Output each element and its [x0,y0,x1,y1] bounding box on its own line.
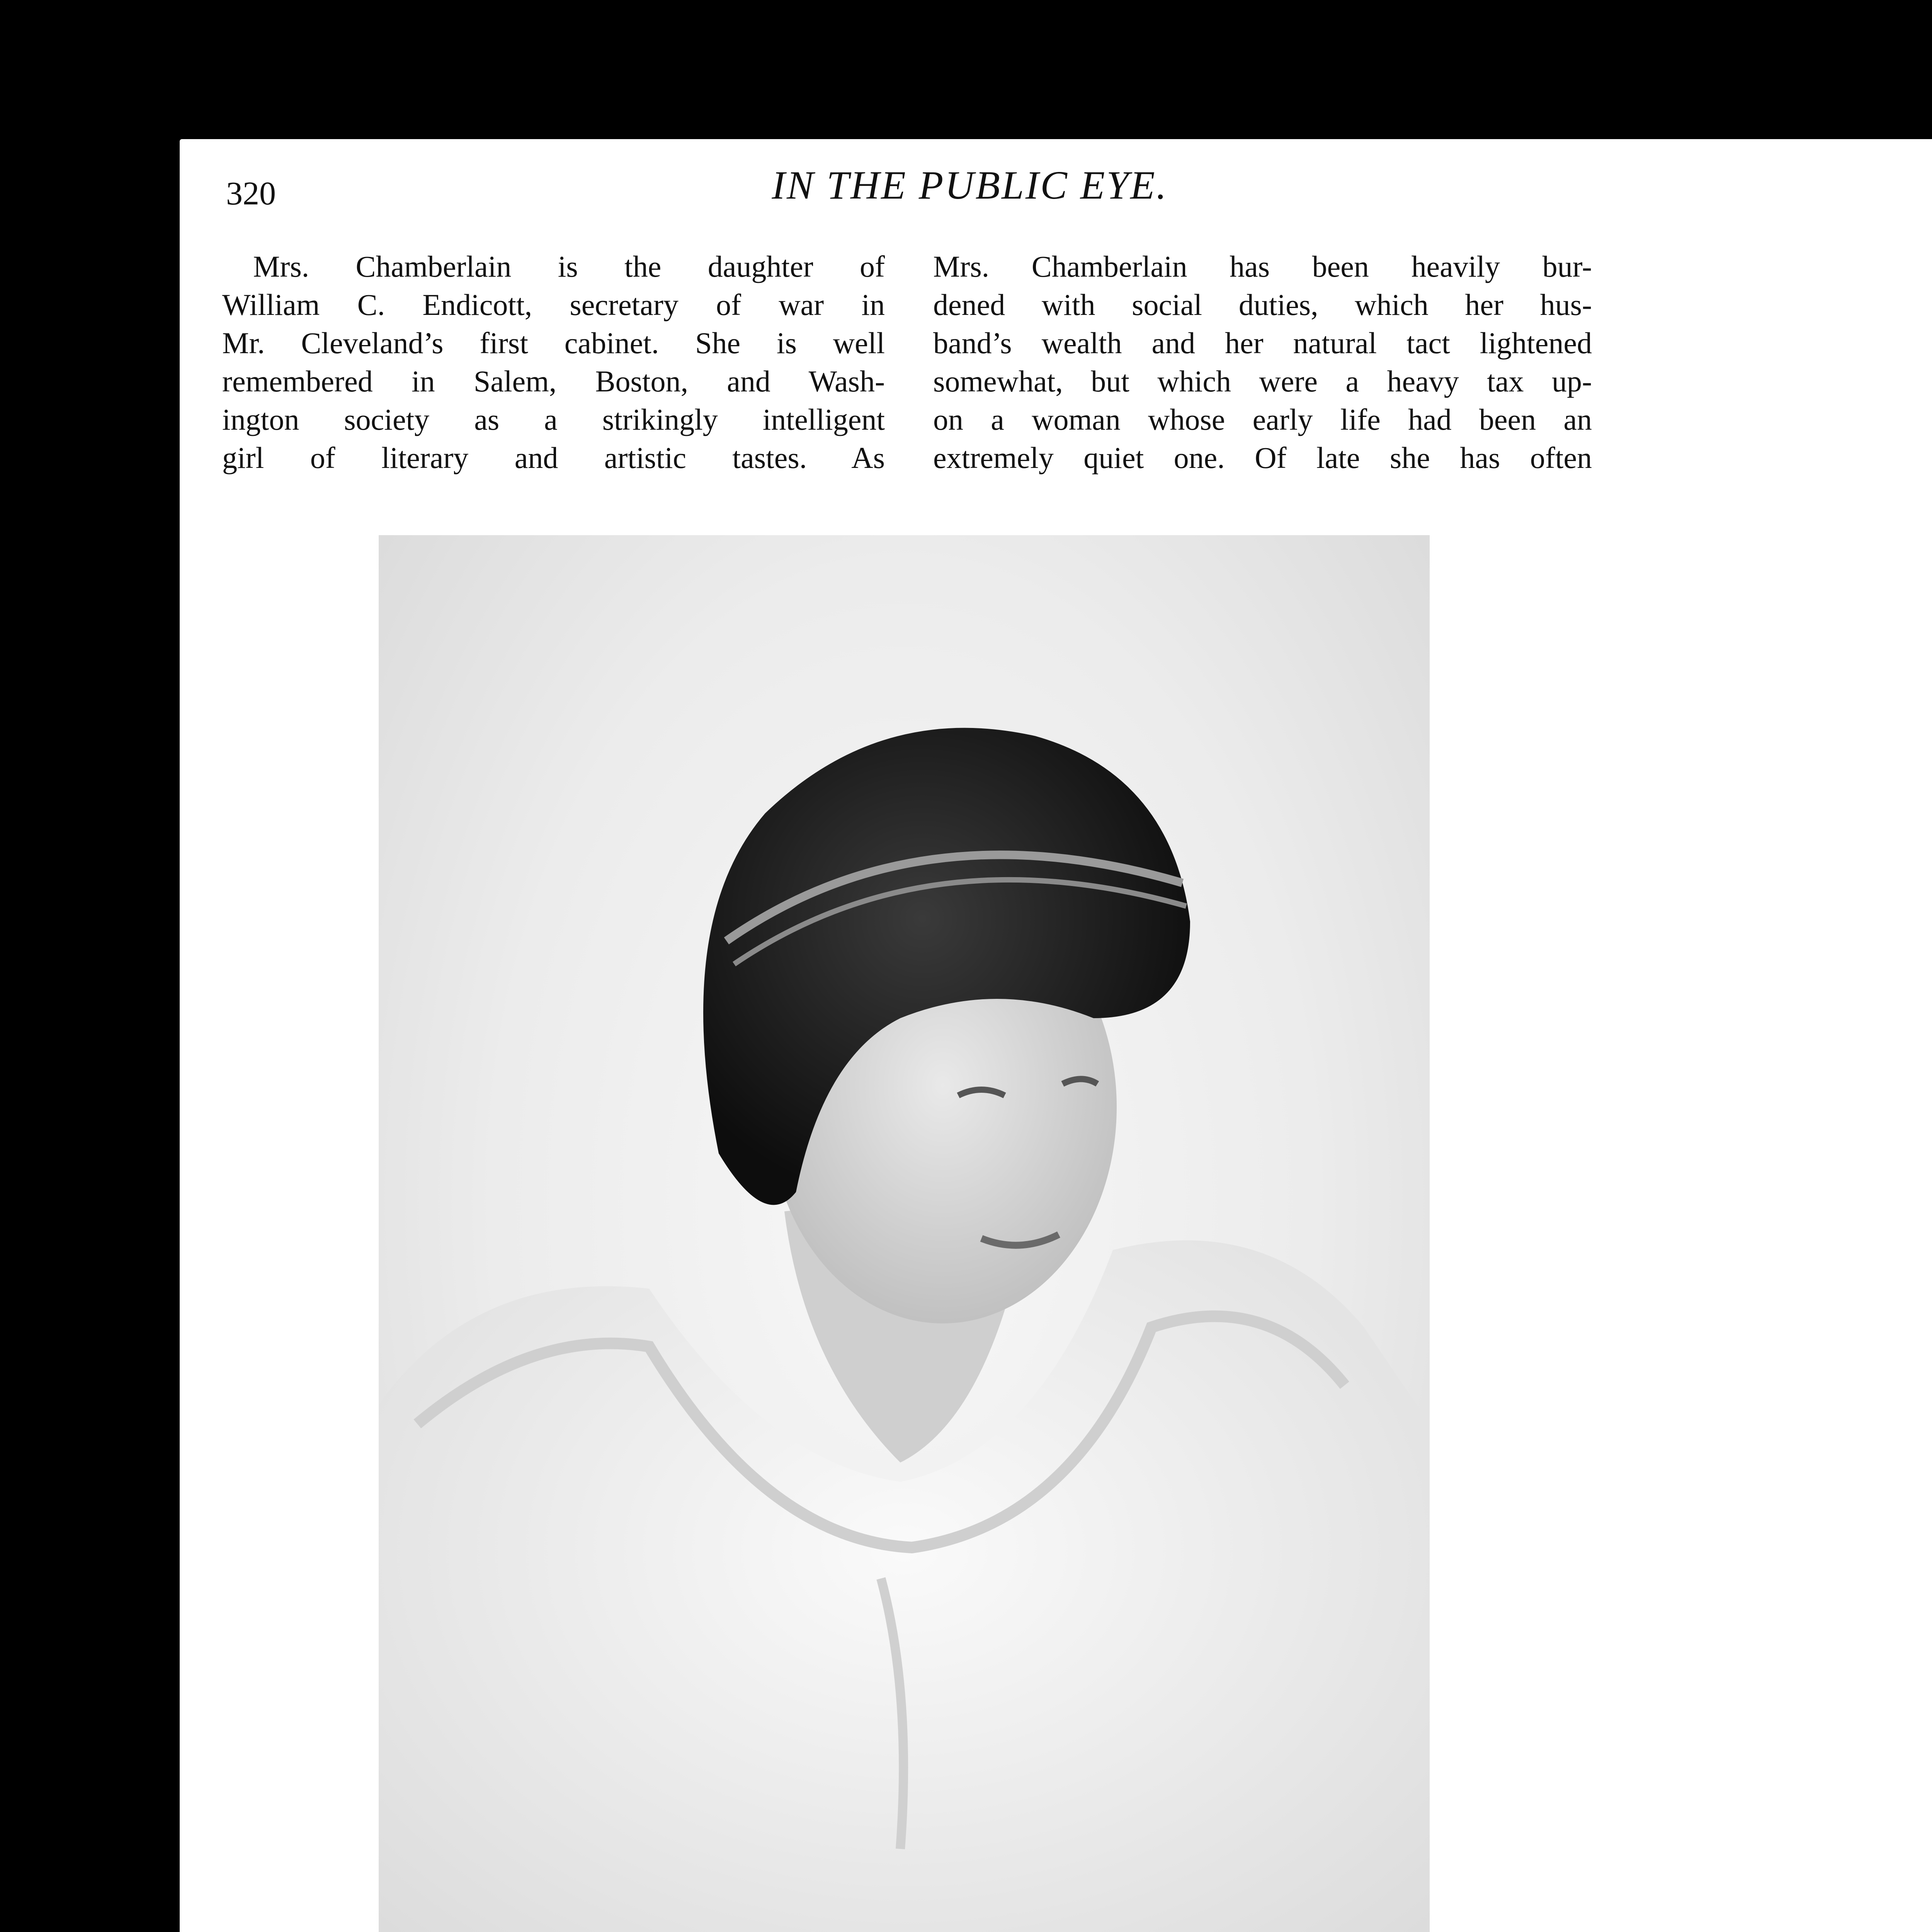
text-line: ington society as a strikingly intelligent [222,403,885,436]
column-right-top [933,247,1592,477]
text-line: Mr. Cleveland’s first cabinet. She is well [222,326,885,360]
text-line: girl of literary and artistic tastes. As [222,441,885,474]
text-line: on a woman whose early life had been an [933,403,1592,436]
column-left-top [222,247,885,477]
text-line: Mrs. Chamberlain is the daughter of [253,250,885,283]
text-line: band’s wealth and her natural tact lightened [933,326,1592,360]
text-line: remembered in Salem, Boston, and Wash- [222,364,885,398]
text-line: extremely quiet one. Of late she has often [933,441,1592,474]
portrait-illustration [379,535,1430,1932]
text-line: dened with social duties, which her hus- [933,288,1592,321]
text-line: Mrs. Chamberlain has been heavily bur- [933,250,1592,283]
portrait-photograph [379,535,1430,1932]
text-line: somewhat, but which were a heavy tax up- [933,364,1592,398]
running-head: IN THE PUBLIC EYE. [772,163,1168,207]
text-line: William C. Endicott, secretary of war in [222,288,885,321]
page-number: 320 [226,175,276,212]
